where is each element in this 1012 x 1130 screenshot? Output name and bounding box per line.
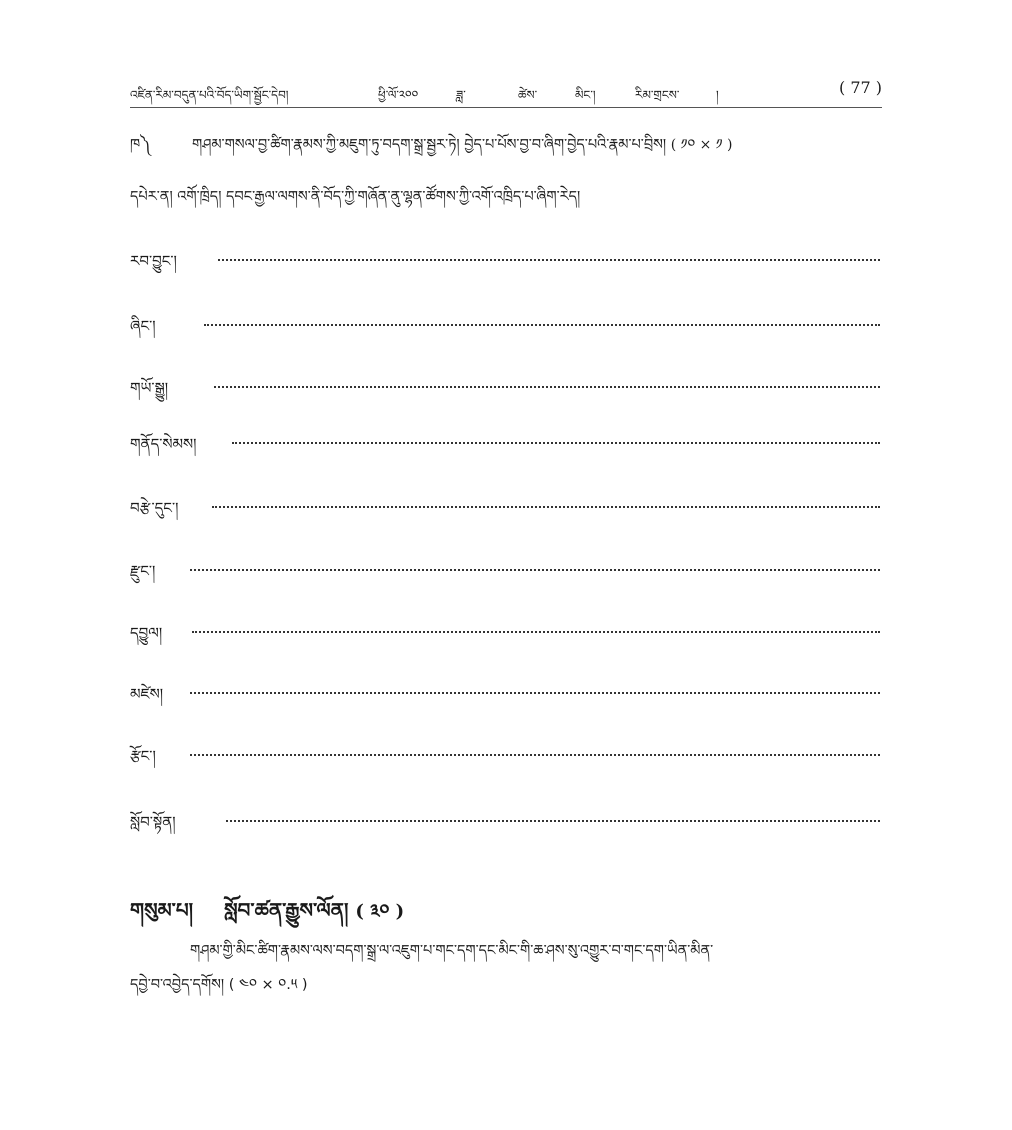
header-number-field: རིམ་གྲངས་ — [635, 88, 680, 102]
answer-word: རྫུང་། — [130, 562, 156, 580]
answer-row — [130, 310, 882, 340]
section-instruction-line-2: དབྱེ་བ་འབྱེད་དགོས། ( ༤༠ × ༠.༥ ) — [130, 977, 308, 993]
answer-row — [130, 740, 882, 770]
answer-dotted-line[interactable] — [212, 506, 880, 508]
answer-word: བརྩེ་དུང་། — [130, 499, 179, 517]
answer-row — [130, 245, 882, 275]
header-name: མིང་། — [575, 88, 596, 102]
header-year: ཕྱི་ལོ་༢༠༠ — [378, 88, 419, 102]
question-label: ཁ༽ — [130, 137, 151, 153]
question-score: ( ༡༠ × ༡ ) — [670, 137, 733, 153]
answer-dotted-line[interactable] — [226, 820, 880, 822]
answer-dotted-line[interactable] — [218, 259, 880, 261]
answer-word: སློབ་སྟོན། — [130, 813, 176, 831]
answer-word: མཛེས། — [130, 685, 164, 703]
header-bar: ། — [716, 88, 719, 102]
answer-row — [130, 428, 882, 458]
answer-word: གཡོ་སྒྱུ། — [130, 379, 169, 397]
answer-word: རབ་བྱུང་། — [130, 252, 177, 270]
answer-dotted-line[interactable] — [190, 754, 880, 756]
section-number: གསུམ་པ། — [130, 898, 194, 922]
answer-row — [130, 555, 882, 585]
answer-dotted-line[interactable] — [204, 324, 880, 326]
answer-row — [130, 372, 882, 402]
page-number: ( 77 ) — [838, 78, 882, 97]
answer-word: ཞིང་། — [130, 317, 156, 335]
page-header — [130, 78, 882, 106]
section-title: སློབ་ཚན་རྒྱུས་ལོན། — [224, 898, 349, 922]
section-score: ( ༣༠ ) — [355, 901, 405, 922]
answer-row — [130, 617, 882, 647]
answer-word: རྩོང་། — [130, 747, 156, 765]
question-text-wrap — [192, 128, 732, 169]
answer-dotted-line[interactable] — [190, 692, 880, 694]
answer-word: གནོད་སེམས། — [130, 435, 197, 453]
header-month: ཟླ་ — [456, 88, 466, 102]
answer-dotted-line[interactable] — [214, 386, 880, 388]
question-text: གཤམ་གསལ་བྱ་ཚིག་རྣམས་ཀྱི་མཇུག་ཏུ་བདག་སྒྲ་སྦྱར་ཏེ། བྱེད་པ་པོས་བྱ་བ་ཞིག་བྱེད་པའི་རྣམ་པ་བྲིས། — [192, 137, 667, 153]
section-instruction-line-1: གཤམ་གྱི་མིང་ཚིག་རྣམས་ལས་བདག་སྒྲ་ལ་འཇུག་པ་གང་དག་དང་མིང་གི་ཆ་ཤས་སུ་འགྱུར་བ་གང་དག་ཡིན་མིན་ — [190, 943, 714, 959]
header-rule — [130, 107, 882, 108]
answer-word: དབྱུལ། — [130, 624, 163, 642]
answer-dotted-line[interactable] — [192, 631, 880, 633]
example-line: དཔེར་ན། འགོ་ཁྲིད། དབང་རྒྱལ་ལགས་ནི་བོད་ཀྱི་གཞོན་ནུ་ལྷན་ཚོགས་ཀྱི་འགོ་འཁྲིད་པ་ཞིག་རེད། — [130, 189, 581, 205]
answer-dotted-line[interactable] — [190, 569, 880, 571]
answer-row — [130, 678, 882, 708]
answer-row — [130, 492, 882, 522]
answer-row — [130, 806, 882, 836]
answer-dotted-line[interactable] — [232, 442, 880, 444]
header-day: ཚེས་ — [518, 88, 538, 102]
header-book-title: འཛིན་རིམ་བདུན་པའི་བོད་ཡིག་སྦྱོང་དེབ། — [130, 88, 289, 102]
